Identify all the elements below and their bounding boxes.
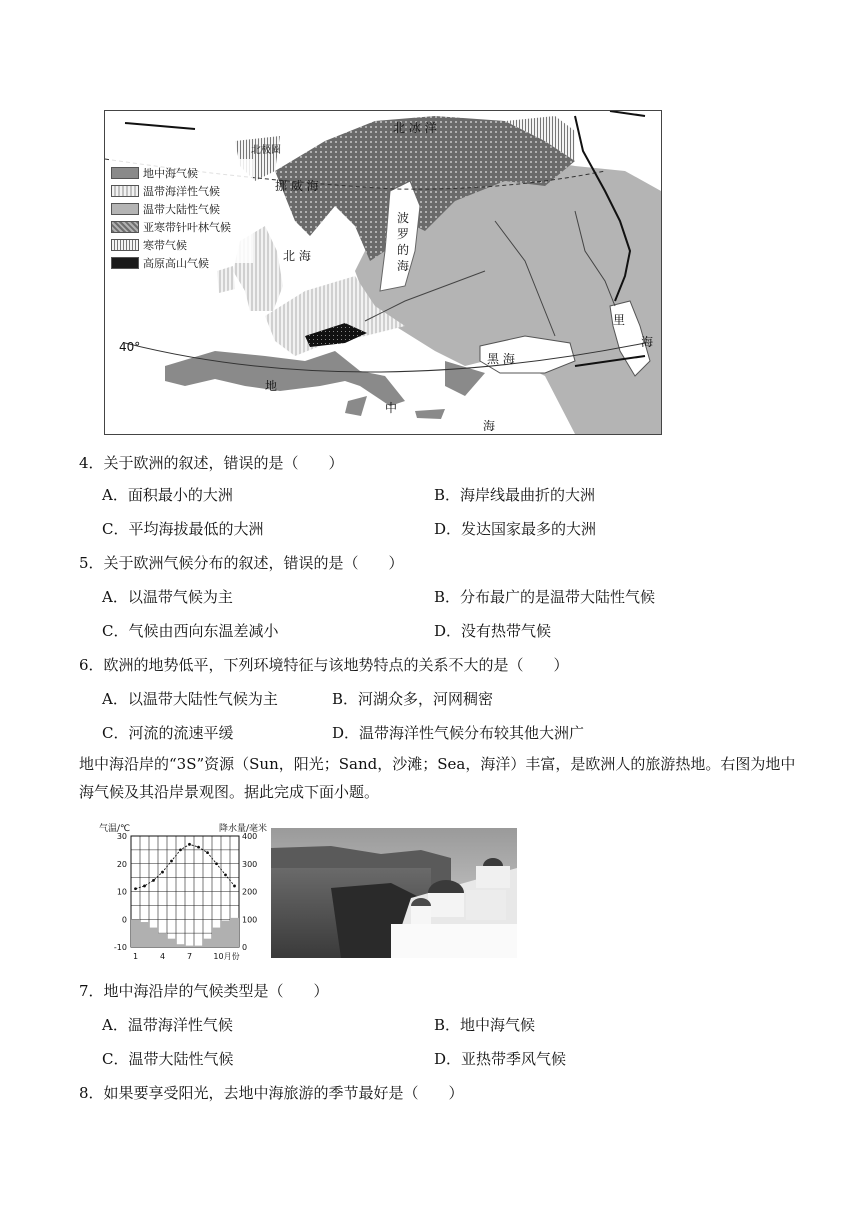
legend-label: 寒带气候	[143, 239, 187, 252]
temp-point	[170, 860, 173, 863]
temp-point	[206, 851, 209, 854]
temp-tick-label: -10	[113, 943, 127, 952]
precip-bar	[230, 918, 239, 947]
label-baltic: 波	[397, 211, 410, 225]
question-6: 6．欧洲的地势低平，下列环境特征与该地势特点的关系不大的是（ ）	[79, 656, 569, 674]
legend-label: 高原高山气候	[143, 257, 209, 270]
legend-item	[111, 239, 187, 251]
label-mediterranean: 中	[385, 401, 398, 415]
option-5d[interactable]: D．没有热带气候	[434, 622, 552, 640]
label-baltic: 罗	[397, 227, 410, 241]
temp-point	[188, 843, 191, 846]
option-4a[interactable]: A．面积最小的大洲	[102, 486, 233, 504]
label-baltic: 的	[397, 243, 410, 257]
temp-point	[161, 871, 164, 874]
precip-bar	[140, 922, 149, 947]
precip-bar	[221, 921, 230, 947]
option-7b[interactable]: B．地中海气候	[434, 1016, 536, 1034]
legend-swatch	[111, 239, 139, 251]
label-baltic: 海	[397, 259, 410, 273]
precip-tick-label: 400	[242, 832, 258, 841]
precip-tick-label: 300	[242, 859, 258, 869]
precip-bar	[176, 944, 185, 947]
precip-tick-label: 100	[242, 915, 258, 925]
temp-point	[152, 879, 155, 882]
label-caspian: 里	[613, 313, 626, 327]
option-4d[interactable]: D．发达国家最多的大洲	[434, 520, 597, 538]
coastal-scene-image	[271, 828, 517, 958]
label-mediterranean: 海	[483, 419, 496, 433]
x-tick-label: 7	[186, 952, 193, 961]
y-axis-title-left: 气温/℃	[99, 824, 131, 834]
temp-tick-label: 0	[121, 915, 127, 925]
option-7a[interactable]: A．温带海洋性气候	[102, 1016, 233, 1034]
precip-bar	[194, 946, 203, 947]
option-6b[interactable]: B．河湖众多，河网稠密	[332, 690, 494, 708]
precip-tick-label: 200	[242, 887, 258, 897]
legend-swatch	[111, 221, 139, 233]
option-6d[interactable]: D．温带海洋性气候分布较其他大洲广	[332, 724, 585, 742]
legend-swatch	[111, 257, 139, 269]
label-black-sea: 黑 海	[487, 352, 515, 366]
coastal-scene-photo	[271, 828, 517, 958]
temp-point	[134, 887, 137, 890]
x-tick-label: 1	[132, 952, 139, 961]
precip-bar	[131, 919, 140, 947]
option-6a[interactable]: A．以温带大陆性气候为主	[102, 690, 278, 708]
option-4c[interactable]: C．平均海拔最低的大洲	[102, 520, 264, 538]
precip-bar	[167, 939, 176, 947]
option-7c[interactable]: C．温带大陆性气候	[102, 1050, 234, 1068]
option-6c[interactable]: C．河流的流速平缓	[102, 724, 234, 742]
question-7: 7．地中海沿岸的气候类型是（ ）	[79, 982, 329, 1000]
label-mediterranean: 地	[265, 379, 278, 393]
temp-point	[179, 848, 182, 851]
temp-tick-label: 10	[116, 887, 127, 897]
label-north-sea: 北 海	[283, 249, 311, 263]
option-5a[interactable]: A．以温带气候为主	[102, 588, 233, 606]
precip-bar	[203, 939, 212, 947]
climate-chart	[97, 820, 269, 962]
temp-point	[233, 885, 236, 888]
legend-item	[111, 185, 220, 197]
precip-bar	[158, 933, 167, 947]
question-4: 4．关于欧洲的叙述，错误的是（ ）	[79, 454, 344, 472]
label-caspian: 海	[641, 335, 654, 349]
temp-point	[224, 873, 227, 876]
temp-tick-label: 20	[116, 859, 127, 869]
precip-bar	[185, 946, 194, 947]
europe-climate-map	[104, 110, 662, 435]
temp-tick-label: 30	[116, 832, 127, 841]
legend-item	[111, 221, 231, 233]
x-tick-label: 4	[159, 952, 166, 961]
passage-text: 地中海沿岸的“3S”资源（Sun，阳光；Sand，沙滩；Sea，海洋）丰富，是欧洲人的旅游热地。右图为地中海气候及其沿岸景观图。据此完成下面小题。	[79, 755, 796, 801]
legend-swatch	[111, 185, 139, 197]
option-5c[interactable]: C．气候由西向东温差减小	[102, 622, 279, 640]
y-axis-title-right: 降水量/毫米	[218, 824, 267, 834]
question-8: 8．如果要享受阳光，去地中海旅游的季节最好是（ ）	[79, 1084, 464, 1102]
temp-point	[143, 885, 146, 888]
legend-item	[111, 257, 209, 269]
x-tick-label: 10月份	[213, 952, 240, 961]
option-4b[interactable]: B．海岸线最曲折的大洲	[434, 486, 596, 504]
option-7d[interactable]: D．亚热带季风气候	[434, 1050, 567, 1068]
legend-swatch	[111, 167, 139, 179]
precip-bar	[149, 928, 158, 947]
legend-label: 温带大陆性气候	[143, 203, 220, 216]
question-5: 5．关于欧洲气候分布的叙述，错误的是（ ）	[79, 554, 404, 572]
temp-point	[215, 862, 218, 865]
option-5b[interactable]: B．分布最广的是温带大陆性气候	[434, 588, 656, 606]
legend-label: 地中海气候	[143, 167, 198, 180]
precip-bar	[212, 928, 221, 947]
legend-item	[111, 167, 198, 179]
label-arctic-ocean: 北 冰 洋	[393, 121, 437, 135]
legend-label: 温带海洋性气候	[143, 185, 220, 198]
temp-point	[197, 846, 200, 849]
label-latitude-40: 40°	[119, 340, 141, 354]
label-arctic-circle: 北极圈	[251, 145, 281, 156]
map-drawing	[105, 111, 661, 434]
legend-swatch	[111, 203, 139, 215]
precip-tick-label: 0	[242, 943, 248, 952]
label-norwegian-sea: 挪 威 海	[275, 179, 319, 193]
legend-item	[111, 203, 220, 215]
legend-label: 亚寒带针叶林气候	[143, 221, 231, 234]
